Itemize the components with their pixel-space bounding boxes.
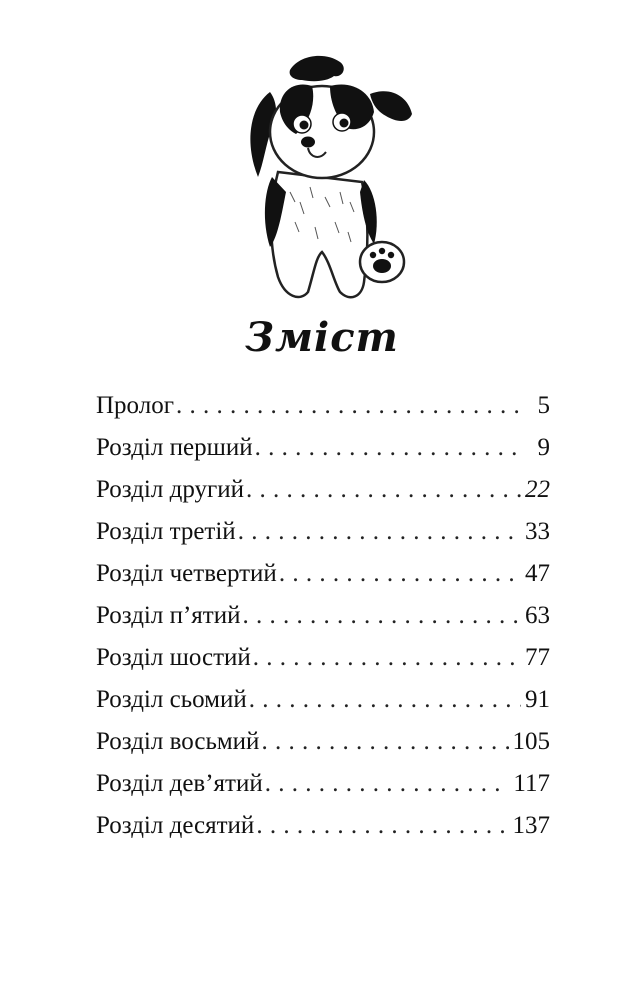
toc-leader-dots <box>238 511 521 553</box>
toc-entry-label: Розділ сьомий <box>96 686 247 713</box>
toc-entry-label: Розділ шостий <box>96 644 251 671</box>
toc-entry-page: 77 <box>525 644 550 671</box>
toc-entry <box>96 595 550 637</box>
toc-entry-page: 33 <box>525 518 550 545</box>
toc-leader-dots <box>279 553 521 595</box>
toc-leader-dots <box>249 679 521 721</box>
puppy-illustration <box>230 52 420 307</box>
toc-entry-page: 105 <box>512 728 550 755</box>
toc-entry <box>96 805 550 847</box>
toc-entry <box>96 427 550 469</box>
toc-leader-dots <box>242 595 521 637</box>
toc-leader-dots <box>256 805 508 847</box>
toc-entry <box>96 385 550 427</box>
toc-entry-label: Розділ десятий <box>96 812 255 839</box>
page-title: Зміст <box>245 314 399 361</box>
toc-leader-dots <box>261 721 508 763</box>
toc-entry-page: 47 <box>525 560 550 587</box>
toc-entry <box>96 469 550 511</box>
toc-entry-page: 63 <box>525 602 550 629</box>
toc-entry-label: Розділ третій <box>96 518 236 545</box>
toc-leader-dots <box>246 469 521 511</box>
toc-entry <box>96 721 550 763</box>
toc-leader-dots <box>255 427 524 469</box>
table-of-contents <box>96 385 550 847</box>
toc-entry-page: 91 <box>525 686 550 713</box>
toc-entry-page: 22 <box>525 476 550 503</box>
toc-leader-dots <box>176 385 524 427</box>
toc-entry-label: Розділ восьмий <box>96 728 260 755</box>
toc-entry-label: Розділ другий <box>96 476 244 503</box>
toc-entry-label: Розділ четвертий <box>96 560 277 587</box>
toc-entry <box>96 511 550 553</box>
toc-entry-page: 137 <box>512 812 550 839</box>
toc-leader-dots <box>253 637 521 679</box>
toc-entry <box>96 763 550 805</box>
toc-entry-page: 117 <box>513 770 550 797</box>
toc-entry-label: Розділ перший <box>96 434 253 461</box>
toc-entry-page: 9 <box>537 434 550 461</box>
toc-leader-dots <box>265 763 510 805</box>
toc-entry-label: Пролог <box>96 392 174 419</box>
toc-entry-label: Розділ дев’ятий <box>96 770 263 797</box>
toc-entry <box>96 553 550 595</box>
toc-entry <box>96 637 550 679</box>
toc-entry-page: 5 <box>537 392 550 419</box>
toc-entry-label: Розділ п’ятий <box>96 602 241 629</box>
toc-entry <box>96 679 550 721</box>
